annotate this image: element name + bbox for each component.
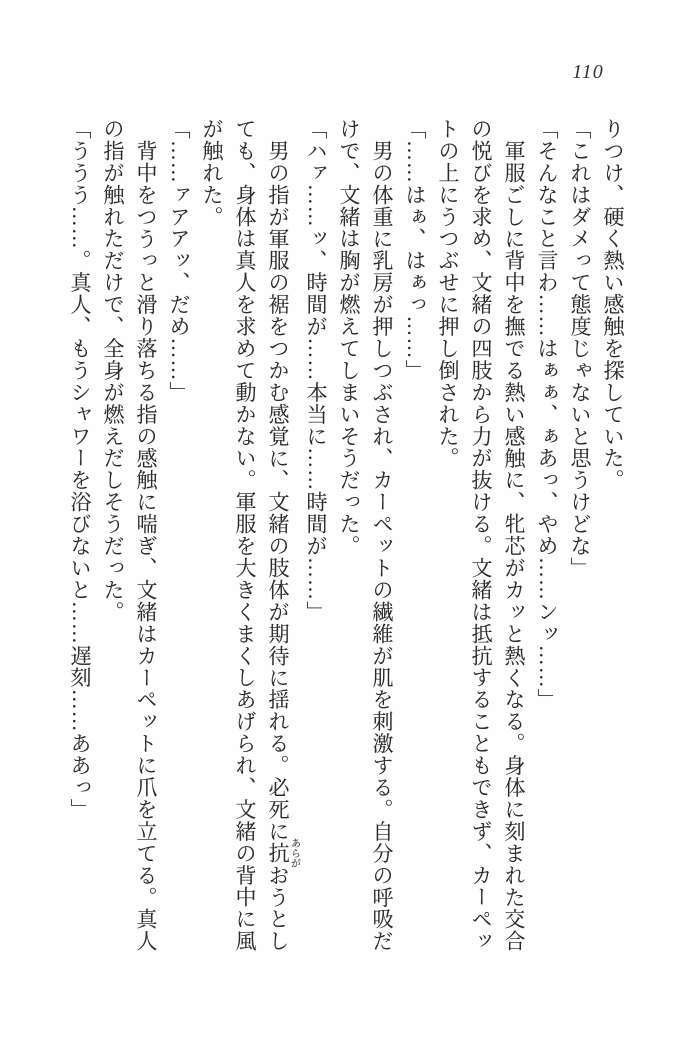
text-line: 背中をつうっと滑り落ちる指の感触に喘ぎ、文緒はカーペットに爪を立てる。真人 [134, 140, 158, 953]
vertical-text-block [63, 118, 629, 958]
text-line: 「そんなこと言わ……はぁぁ、ぁあっ、やめ……ンッ……」 [535, 118, 559, 711]
text-line: 「ううう……。真人、もうシャワーを浴びないと……遅刻……ああっ」 [68, 118, 92, 821]
furigana-reading: あらが [288, 838, 300, 869]
text-line: ても、身体は真人を求めて動かない。軍服を大きくまくしあげられ、文緒の背中に風 [233, 118, 257, 953]
text-line: 軍服ごしに背中を撫でる熱い感触に、牝芯がカッと熱くなる。身体に刻まれた交合 [502, 140, 526, 953]
text-line: の指が触れただけで、全身が燃えだしそうだった。 [101, 118, 125, 623]
text-line: 「……ァアアッ、だめ……」 [167, 118, 191, 404]
text-line: 「ハァ……ッ、時間が……本当に……時間が……」 [304, 118, 328, 623]
text-line: 「……はぁ、はぁっ……」 [403, 118, 427, 382]
page-number: 110 [572, 61, 604, 83]
text-line: りつけ、硬く熱い感触を探していた。 [601, 118, 625, 492]
text-line: トの上にうつぶせに押し倒された。 [436, 118, 460, 470]
furigana-annotated-word: 抗あらが [266, 838, 300, 869]
text-line: が触れた。 [200, 118, 224, 228]
text-line: 男の指が軍服の裾をつかむ感覚に、文緒の肢体が期待に揺れる。必死に抗あらがおうとし [266, 140, 300, 953]
text-line: 「これはダメって態度じゃないと思うけどな」 [568, 118, 592, 579]
text-line: けで、文緒は胸が燃えてしまいそうだった。 [337, 118, 361, 557]
text-line: の悦びを求め、文緒の四肢から力が抜ける。文緒は抵抗することもできず、カーペッ [469, 118, 493, 953]
text-line: 男の体重に乳房が押しつぶされ、カーペットの繊維が肌を刺激する。自分の呼吸だ [370, 140, 394, 953]
